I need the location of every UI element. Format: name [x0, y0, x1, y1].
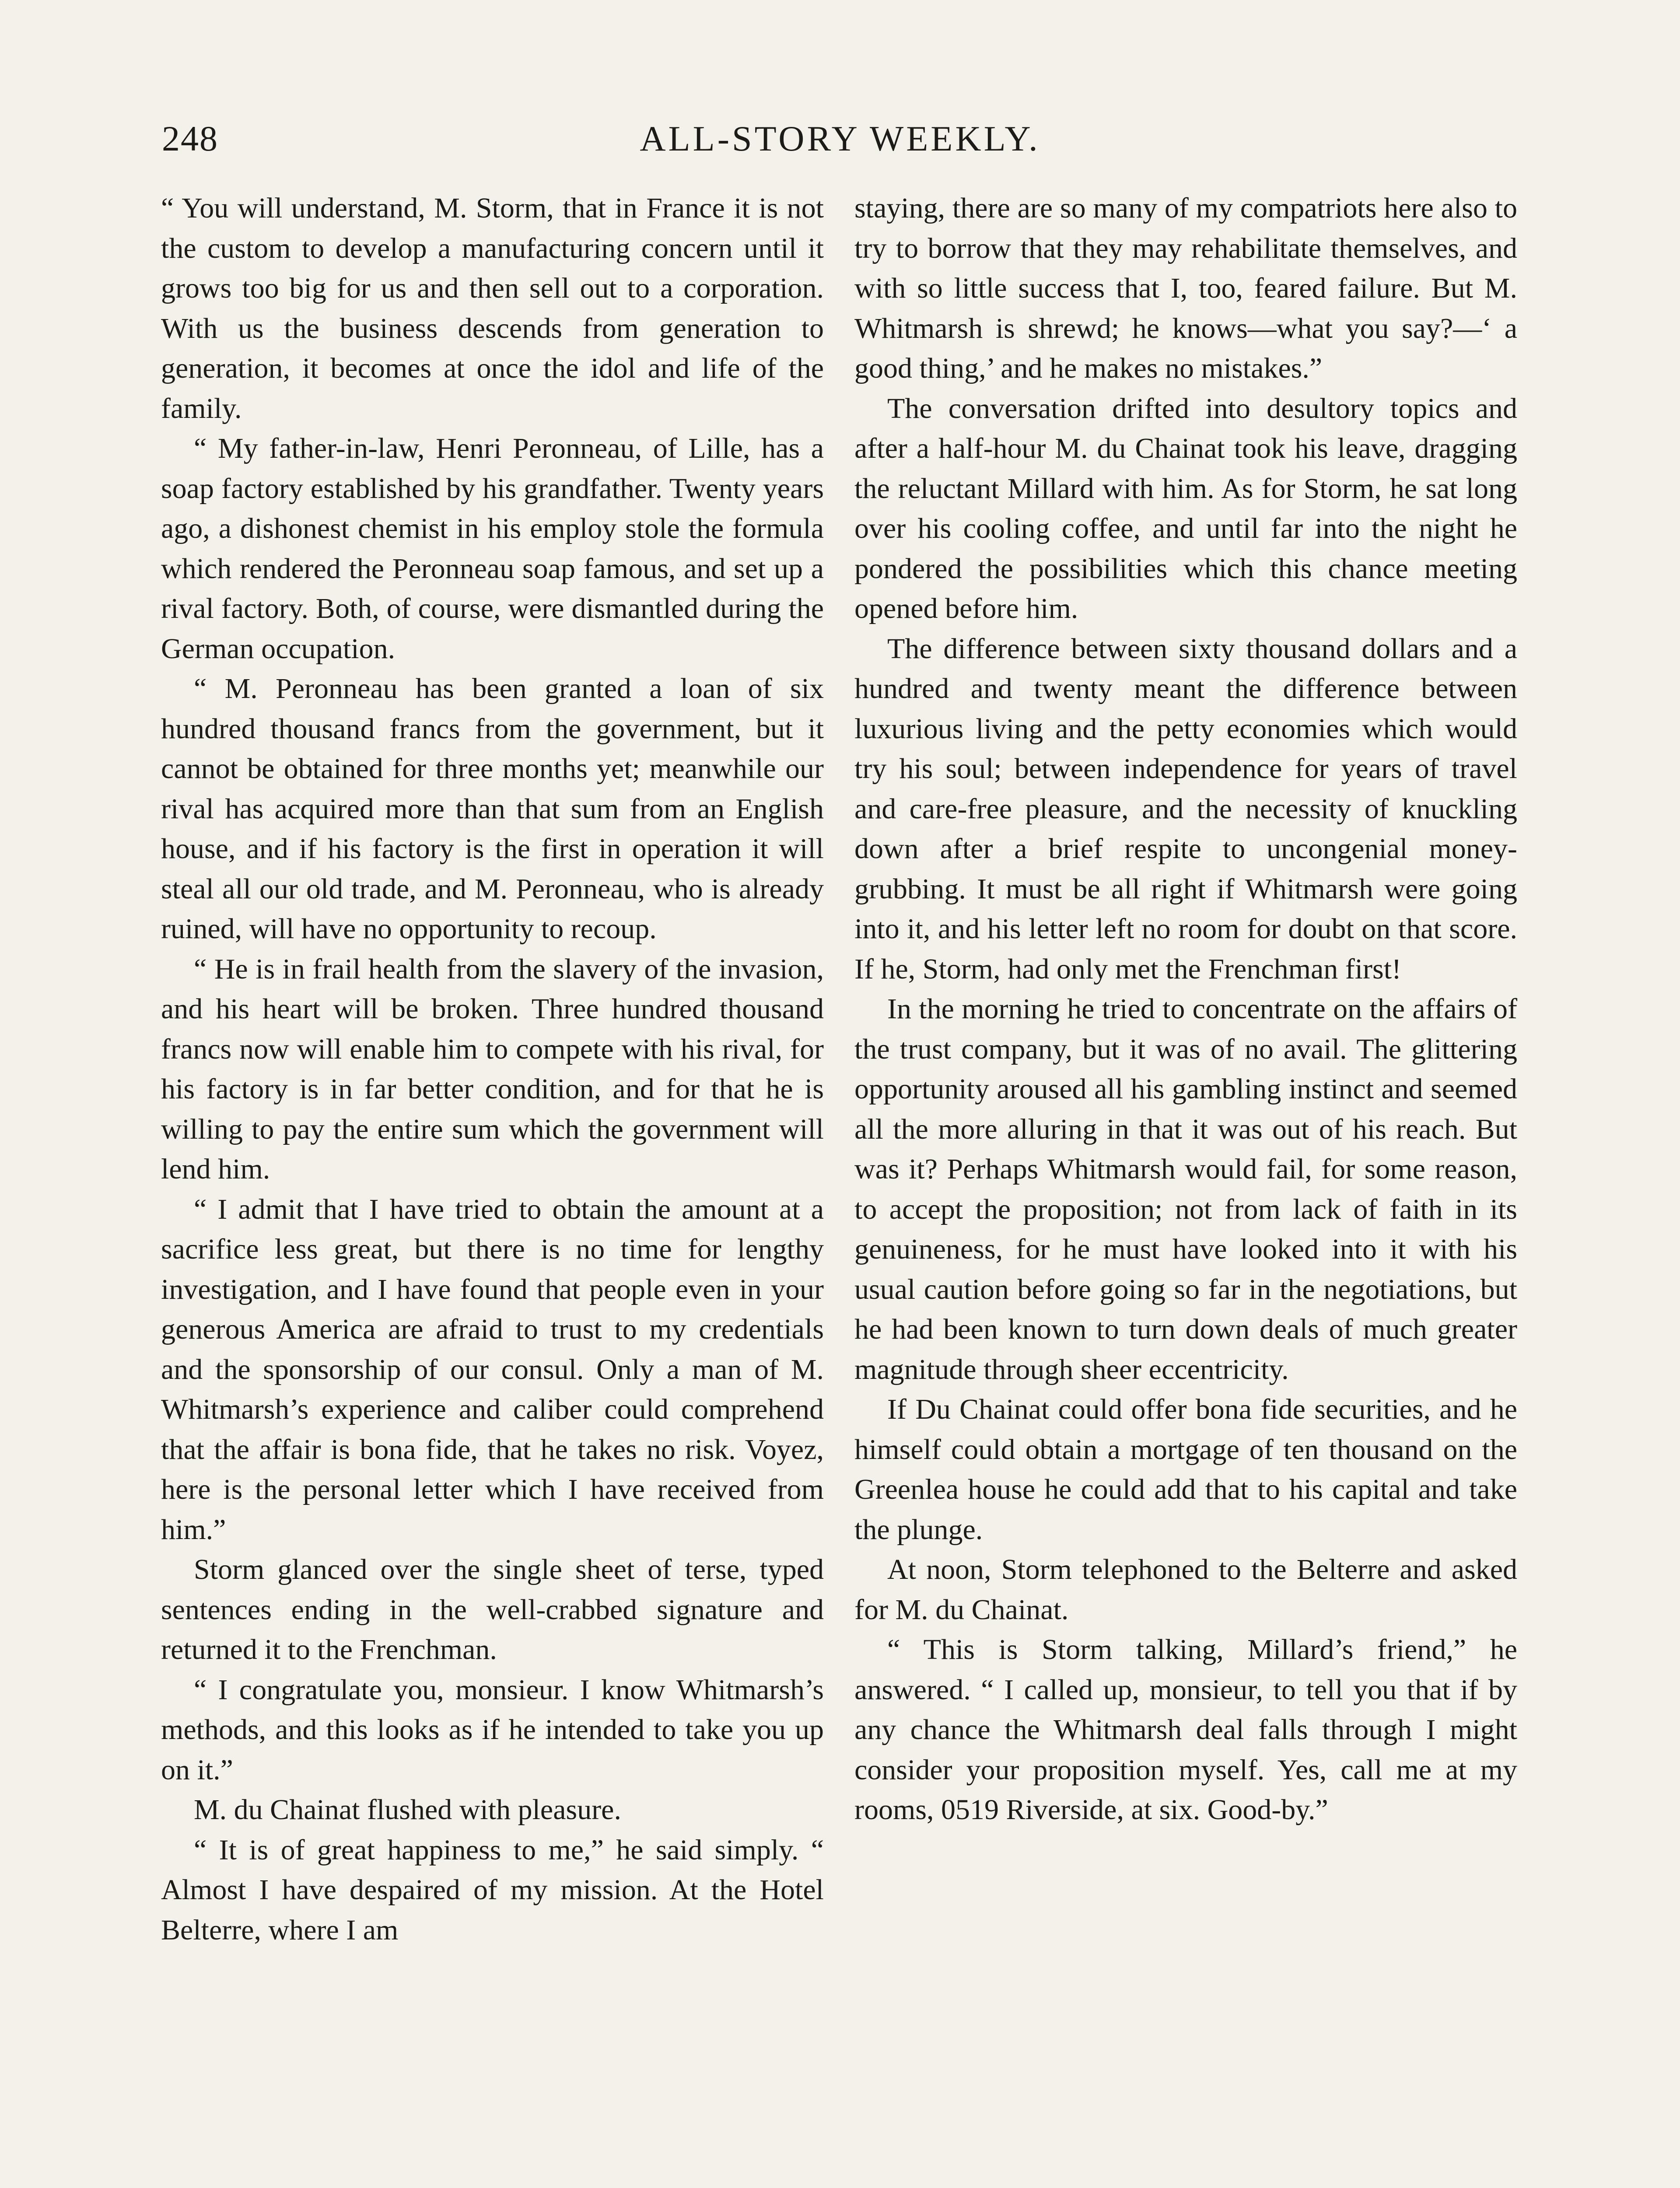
paragraph: “ I congratulate you, monsieur. I know Whitmarsh’s methods, and this looks as if he intended to take you up on it.”: [161, 1673, 824, 1786]
paragraph: “ I admit that I have tried to obtain the amount at a sacrifice less great, but there is no time for lengthy investigation, and I have found that people even in your generous America are afraid to trust to my credentials and the sponsorship of our consul. Only a man of M. Whitmarsh’s experience and caliber could comprehend that the affair is bona fide, that he takes no risk. Voyez, here is the personal letter which I have received from him.”: [161, 1193, 824, 1546]
paragraph: M. du Chainat flushed with pleasure.: [194, 1794, 621, 1826]
right-column: [854, 188, 1517, 1830]
paragraph: At noon, Storm telephoned to the Belterre and asked for M. du Chainat.: [854, 1553, 1517, 1626]
paragraph: The conversation drifted into desultory topics and after a half-hour M. du Chainat took his leave, dragging the reluctant Millard with him. As for Storm, he sat long over his cooling coffee, and until far into the night he pondered the possibilities which this chance meeting opened before him.: [854, 392, 1517, 624]
paragraph: “ This is Storm talking, Millard’s friend,” he answered. “ I called up, monsieur, to tell you that if by any chance the Whitmarsh deal falls through I might consider your proposition myself. Yes, call me at my rooms, 0519 Riverside, at six. Good-by.”: [854, 1634, 1517, 1826]
page-header: [158, 118, 1522, 166]
paragraph: “ It is of great happiness to me,” he said simply. “ Almost I have despaired of my mission. At the Hotel Belterre, where I am: [161, 1834, 824, 1946]
page-number: 248: [162, 119, 218, 158]
paragraph: “ M. Peronneau has been granted a loan of six hundred thousand francs from the government, but it cannot be obtained for three months yet; meanwhile our rival has acquired more than that sum from an English house, and if his factory is the first in operation it will steal all our old trade, and M. Peronneau, who is already ruined, will have no opportunity to recoup.: [161, 673, 824, 945]
paragraph: If Du Chainat could offer bona fide securities, and he himself could obtain a mortgage of ten thousand on the Greenlea house he could add that to his capital and take the plunge.: [854, 1393, 1517, 1546]
paragraph: “ You will understand, M. Storm, that in France it is not the custom to develop a manufacturing concern until it grows too big for us and then sell out to a corporation. With us the business descends from generation to generation, it becomes at once the idol and life of the family.: [161, 192, 824, 424]
left-column: [161, 188, 824, 1950]
paragraph: staying, there are so many of my compatriots here also to try to borrow that they may rehabilitate themselves, and with so little success that I, too, feared failure. But M. Whitmarsh is shrewd; he knows—what you say?—‘ a good thing,’ and he makes no mistakes.”: [854, 192, 1517, 384]
paragraph: “ He is in frail health from the slavery of the invasion, and his heart will be broken. Three hundred thousand francs now will enable him to compete with his rival, for his factory is in far better condition, and for that he is willing to pay the entire sum which the government will lend him.: [161, 953, 824, 1185]
paragraph: In the morning he tried to concentrate on the affairs of the trust company, but it was of no avail. The glittering opportunity aroused all his gambling instinct and seemed all the more alluring in that it was out of his reach. But was it? Perhaps Whitmarsh would fail, for some reason, to accept the proposition; not from lack of faith in its genuineness, for he must have looked into it with his usual caution before going so far in the negotiations, but he had been known to turn down deals of much greater magnitude through sheer eccentricity.: [854, 993, 1517, 1385]
paragraph: “ My father-in-law, Henri Peronneau, of Lille, has a soap factory established by his grandfather. Twenty years ago, a dishonest chemist in his employ stole the formula which rendered the Peronneau soap famous, and set up a rival factory. Both, of course, were dismantled during the German occupation.: [161, 432, 824, 665]
running-title: ALL-STORY WEEKLY.: [640, 119, 1040, 158]
paragraph: The difference between sixty thousand dollars and a hundred and twenty meant the difference between luxurious living and the petty economies which would try his soul; between independence for years of travel and care-free pleasure, and the necessity of knuckling down after a brief respite to uncongenial money-grubbing. It must be all right if Whitmarsh were going into it, and his letter left no room for doubt on that score. If he, Storm, had only met the Frenchman first!: [854, 632, 1517, 985]
paragraph: Storm glanced over the single sheet of terse, typed sentences ending in the well-crabbed signature and returned it to the Frenchman.: [161, 1553, 824, 1666]
